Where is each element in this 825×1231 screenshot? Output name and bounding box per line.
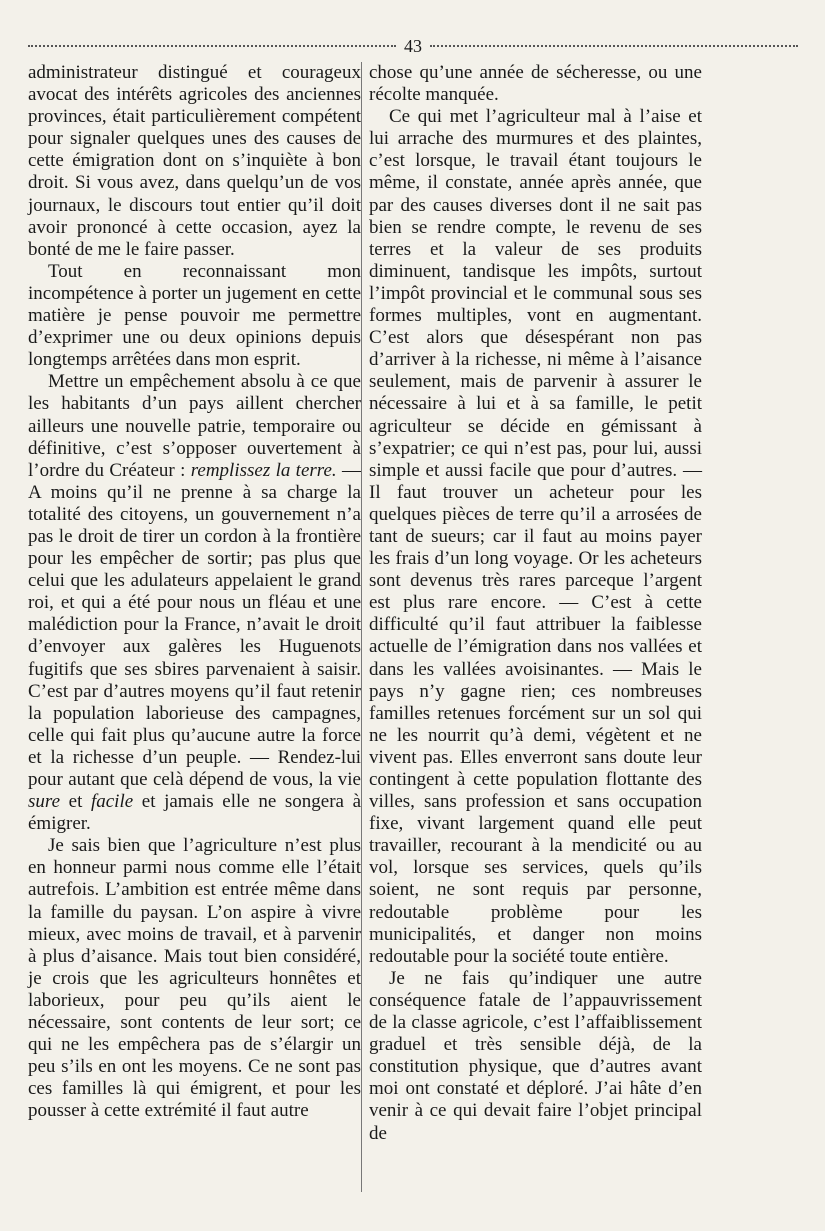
header-rule-left <box>28 45 396 47</box>
left-paragraph-3-part-b: — A moins qu’il ne prenne à sa charge la totalité des citoyens, un gouvernement n’a pas le droit de tirer un cordon à la frontière pour les empêcher de sortir; pas plus que celui que les adulateurs appelaient le grand roi, et qui a été pour nous un fléau et une malédiction pour la France, n’avait le droit d’envoyer aux galères les Huguenots fugitifs que ses sbires parvenaient à saisir. C’est par d’autres moyens qu’il faut retenir la population laborieuse des campagnes, celle qui fait plus qu’aucune autre la force et la richesse d’un peuple. — Rendez-lui pour autant que celà dépend de vous, la vie <box>28 459 362 790</box>
left-paragraph-3-part-d: et jamais elle ne songera à émigrer. <box>28 791 362 835</box>
left-paragraph-3 <box>28 371 361 835</box>
right-paragraph-1: chose qu’une année de sécheresse, ou une récolte manquée. <box>369 62 702 106</box>
left-paragraph-3-italic: remplissez la terre. <box>190 459 337 481</box>
left-column <box>28 62 361 1123</box>
left-paragraph-3-italic-sure: sure <box>28 791 61 813</box>
right-column <box>369 62 702 1145</box>
right-paragraph-2: Ce qui met l’agriculteur mal à l’aise et lui arrache des murmures et des plaintes, c’est lorsque, le travail étant toujours le même, il constate, année après année, que par des causes diverses dont il ne sait pas bien se rendre compte, le revenu de ses terres et la valeur de ses produits diminuent, tandisque les impôts, surtout l’impôt provincial et le communal sous ses formes multiples, vont en augmentant. C’est alors que désespérant non pas d’arriver à la richesse, ni même à l’aisance seulement, mais de parvenir à assurer le nécessaire à lui et à sa famille, le petit agriculteur se décide en gémissant à s’expatrier; ce qui n’est pas, pour lui, aussi simple et aussi facile que pour d’autres. — Il faut trouver un acheteur pour les quelques pièces de terre qu’il a arrosées de tant de sueurs; car il faut au moins payer les frais d’un long voyage. Or les acheteurs sont devenus très rares parceque l’argent est plus rare encore. — C’est à cette difficulté qu’il faut attribuer la faiblesse actuelle de l’émigration dans nos vallées et dans les vallées avoisinantes. — Mais le pays n’y gagne rien; ces nombreuses familles retenues forcément sur un sol qui ne les nourrit qu’à demi, végètent et ne vivent pas. Elles enverront sans doute leur contingent à cette population flottante des villes, sans profession et sans occupation fixe, vivant largement quand elle peut travailler, recourant à la mendicité ou au vol, lorsque ses services, quels qu’ils soient, ne sont requis par personne, redoutable problème pour les municipalités, et danger non moins redoutable pour la société toute entière. <box>369 106 702 967</box>
left-paragraph-4: Je sais bien que l’agriculture n’est plus en honneur parmi nous comme elle l’était autrefois. L’ambition est entrée même dans la famille du paysan. L’on aspire à vivre mieux, avec moins de travail, et à parvenir à plus d’aisance. Mais tout bien considéré, je crois que les agriculteurs honnêtes et laborieux, pour peu qu’ils aient le nécessaire, sont contents de leur sort; ce qui ne les empêchera pas de s’élargir un peu s’ils en ont les moyens. Ce ne sont pas ces familles là qui émigrent, et pour les pousser à cette extrémité il faut autre <box>28 835 361 1122</box>
left-paragraph-2: Tout en reconnaissant mon incompétence à porter un jugement en cette matière je pense pouvoir me permettre d’exprimer une ou deux opinions depuis longtemps arrêtées dans mon esprit. <box>28 260 361 371</box>
right-paragraph-3: Je ne fais qu’indiquer une autre conséquence fatale de l’appauvrissement de la classe agricole, c’est l’affaiblissement graduel et très sensible déjà, de la constitution physique, que d’autres avant moi ont constaté et déploré. J’ai hâte d’en venir à ce qui devait faire l’objet principal de <box>369 967 702 1144</box>
left-paragraph-1: administrateur distingué et courageux avocat des intérêts agricoles des anciennes provinces, était particulièrement compétent pour signaler quelques unes des causes de cette émigration dont on s’inquiète à bon droit. Si vous avez, dans quelqu’un de vos journaux, le discours tout entier qu’il doit avoir prononcé à cette occasion, ayez la bonté de me le faire passer. <box>28 62 361 260</box>
header-rule-right <box>430 45 798 47</box>
column-divider <box>361 62 362 1192</box>
page-number: 43 <box>404 36 422 56</box>
left-paragraph-3-part-a: Mettre un empêchement absolu à ce que les habitants d’un pays aillent chercher ailleurs une nouvelle patrie, temporaire ou définitive, c’est s’opposer ouvertement à l’ordre du Créateur : <box>28 371 361 481</box>
left-paragraph-3-part-c: et <box>60 791 91 813</box>
left-paragraph-3-italic-facile: facile <box>90 791 134 813</box>
page-header <box>28 36 798 56</box>
